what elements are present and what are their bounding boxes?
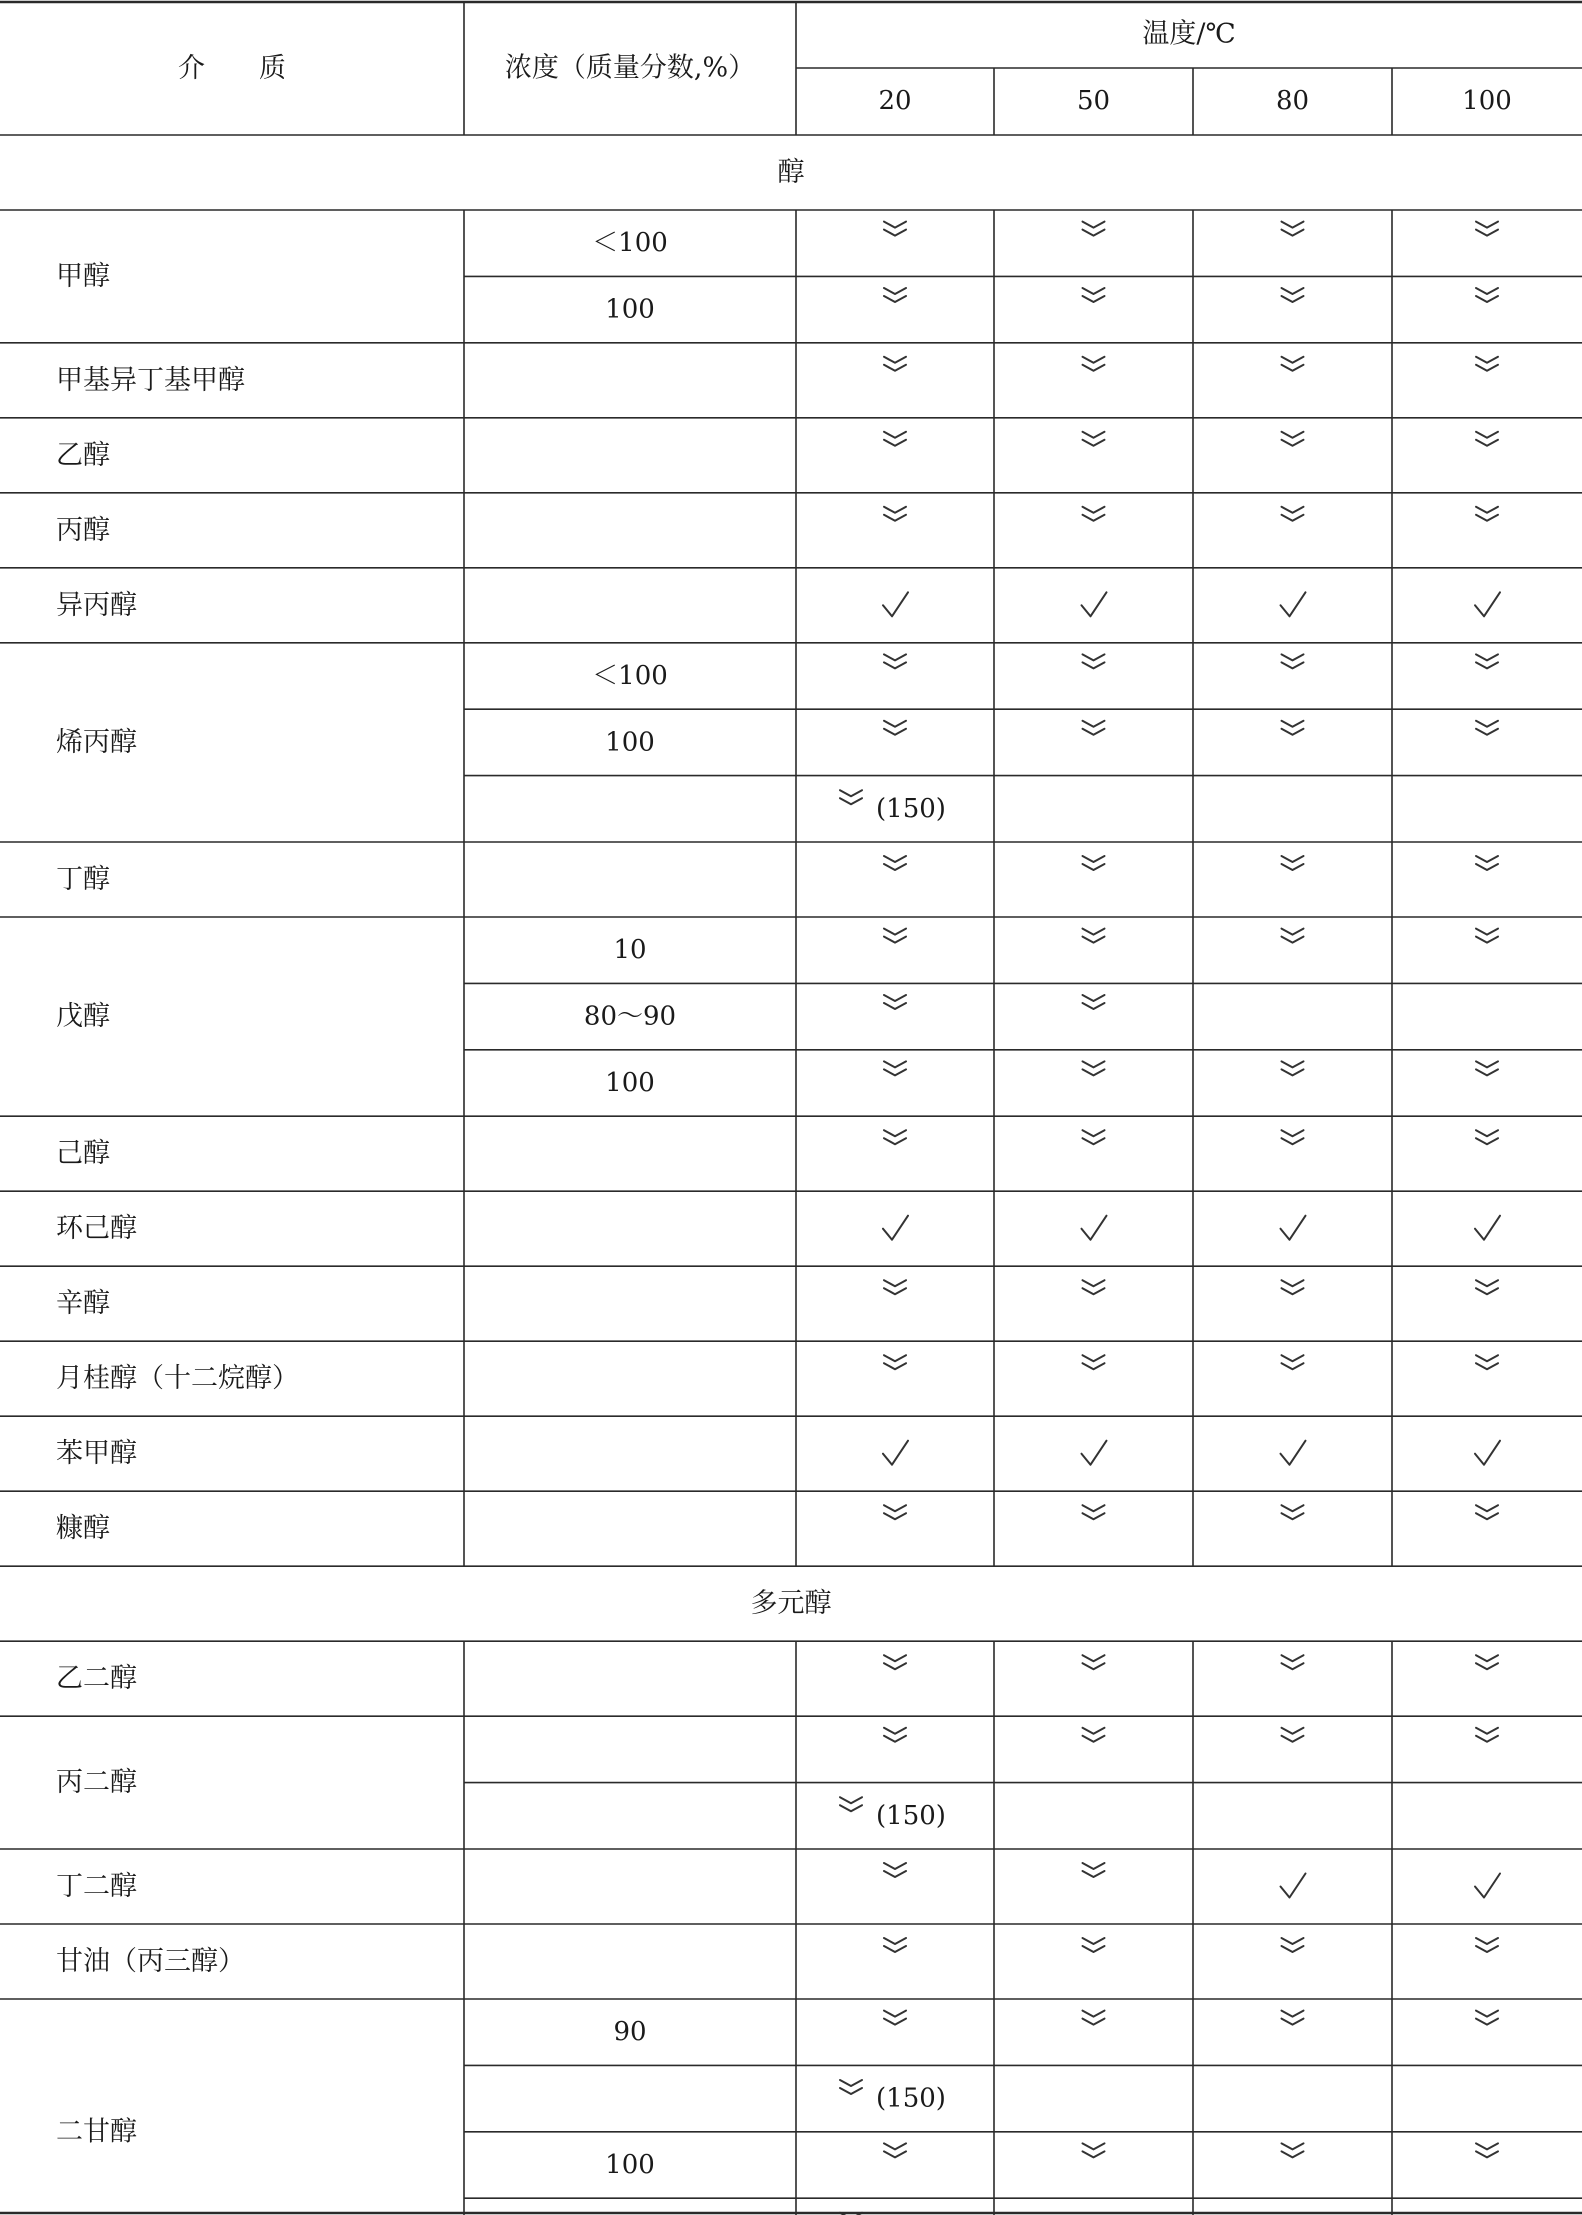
resistant-icon (1282, 1728, 1304, 1742)
header-temp-20: 20 (878, 86, 912, 116)
resistant-icon (840, 790, 862, 804)
resistant-icon (1282, 1655, 1304, 1669)
resistant-icon (1282, 856, 1304, 870)
resistant-icon (1476, 222, 1498, 236)
resistant-icon (1282, 2143, 1304, 2157)
resistant-icon (840, 1797, 862, 1811)
resistant-icon (1282, 654, 1304, 668)
resistant-icon (1083, 288, 1105, 302)
resistant-icon (1083, 1863, 1105, 1877)
check-icon (1082, 1441, 1107, 1465)
resistant-icon (884, 2011, 906, 2025)
concentration-value: ＜100 (592, 661, 668, 691)
resistant-icon (1282, 721, 1304, 735)
resistant-icon (1083, 2143, 1105, 2157)
header-temp-50: 50 (1076, 86, 1111, 116)
header-temp-80: 80 (1275, 86, 1310, 116)
medium-name: 甲醇 (56, 260, 110, 292)
resistant-icon (1282, 929, 1304, 943)
medium-name: 乙醇 (56, 439, 110, 471)
resistant-icon (1476, 357, 1498, 371)
header-temperature: 温度/℃ (1142, 18, 1236, 50)
check-icon (1475, 1441, 1500, 1465)
resistant-icon (1083, 507, 1105, 521)
concentration-value: ＜100 (592, 228, 668, 259)
resistant-icon (1476, 507, 1498, 521)
medium-name: 乙二醇 (56, 1663, 137, 1695)
resistant-icon (1083, 222, 1105, 236)
check-icon (1475, 592, 1500, 616)
temp-note: (150) (876, 793, 946, 824)
check-icon (1281, 592, 1306, 616)
resistant-icon (884, 1938, 906, 1952)
medium-name: 二甘醇 (56, 2116, 137, 2148)
resistant-icon (1083, 1130, 1105, 1144)
check-icon (883, 1216, 908, 1240)
resistant-icon (1282, 1130, 1304, 1144)
resistant-icon (884, 222, 906, 236)
resistant-icon (1083, 856, 1105, 870)
resistant-icon (1476, 1061, 1498, 1075)
resistant-icon (1476, 1938, 1498, 1952)
resistant-icon (884, 1863, 906, 1877)
resistant-icon (1083, 929, 1105, 943)
resistant-icon (1083, 1938, 1105, 1952)
section-title: 多元醇 (750, 1588, 832, 1620)
medium-name: 甲基异丁基甲醇 (56, 364, 245, 396)
resistant-icon (1083, 1280, 1105, 1294)
check-icon (883, 592, 908, 616)
resistant-icon (884, 1130, 906, 1144)
resistant-icon (884, 507, 906, 521)
concentration-value: 100 (605, 727, 655, 758)
check-icon (1082, 592, 1107, 616)
resistant-icon (884, 1505, 906, 1519)
resistant-icon (1476, 1280, 1498, 1294)
medium-name: 苯甲醇 (56, 1438, 137, 1470)
medium-name: 月桂醇（十二烷醇） (56, 1363, 299, 1395)
medium-name: 甘油（丙三醇） (56, 1946, 245, 1977)
medium-name: 丁二醇 (56, 1871, 137, 1902)
check-icon (1281, 1441, 1306, 1465)
header-medium: 介 质 (178, 53, 286, 84)
concentration-value: 90 (613, 2017, 647, 2048)
medium-name: 丁醇 (56, 864, 110, 895)
resistant-icon (884, 995, 906, 1009)
resistant-icon (1282, 1938, 1304, 1952)
resistant-icon (1083, 1655, 1105, 1669)
medium-name: 辛醇 (56, 1288, 110, 1320)
resistant-icon (1476, 288, 1498, 302)
concentration-value: 80～90 (583, 1001, 677, 1032)
temp-note: (150) (876, 2083, 946, 2114)
resistant-icon (884, 1355, 906, 1369)
resistant-icon (1282, 288, 1304, 302)
resistant-icon (1476, 856, 1498, 870)
concentration-value: 10 (613, 935, 647, 966)
check-icon (1475, 1874, 1500, 1898)
medium-name: 丙醇 (56, 514, 110, 546)
resistant-icon (1083, 1355, 1105, 1369)
resistant-icon (1476, 1130, 1498, 1144)
resistant-icon (1282, 222, 1304, 236)
resistant-icon (884, 721, 906, 735)
resistant-icon (1476, 721, 1498, 735)
resistant-icon (1476, 1505, 1498, 1519)
resistant-icon (1282, 507, 1304, 521)
check-icon (1281, 1216, 1306, 1240)
resistant-icon (884, 1655, 906, 1669)
resistant-icon (884, 432, 906, 446)
resistant-icon (1282, 2011, 1304, 2025)
medium-name: 烯丙醇 (56, 726, 137, 758)
resistant-icon (1282, 357, 1304, 371)
medium-name: 戊醇 (56, 1001, 110, 1033)
resistant-icon (1282, 1355, 1304, 1369)
resistant-icon (1282, 1505, 1304, 1519)
resistant-icon (1476, 1355, 1498, 1369)
resistant-icon (1083, 1505, 1105, 1519)
check-icon (1082, 1216, 1107, 1240)
header-concentration: 浓度（质量分数,%） (504, 52, 756, 84)
check-icon (883, 1441, 908, 1465)
resistant-icon (884, 288, 906, 302)
resistant-icon (884, 654, 906, 668)
resistant-icon (1282, 1280, 1304, 1294)
medium-name: 环己醇 (56, 1213, 137, 1245)
medium-name: 己醇 (56, 1138, 110, 1170)
resistant-icon (1282, 1061, 1304, 1075)
resistant-icon (1083, 1728, 1105, 1742)
temp-note: (150) (876, 1800, 946, 1831)
resistant-icon (1083, 995, 1105, 1009)
resistant-icon (1476, 929, 1498, 943)
resistant-icon (884, 929, 906, 943)
resistant-icon (884, 856, 906, 870)
check-icon (1475, 1216, 1500, 1240)
resistant-icon (1476, 432, 1498, 446)
resistant-icon (884, 1061, 906, 1075)
medium-name: 异丙醇 (56, 589, 137, 621)
resistant-icon (1083, 432, 1105, 446)
resistant-icon (1083, 654, 1105, 668)
resistant-icon (1476, 2011, 1498, 2025)
resistant-icon (1083, 1061, 1105, 1075)
resistant-icon (1282, 432, 1304, 446)
resistant-icon (840, 2080, 862, 2094)
medium-name: 丙二醇 (56, 1767, 137, 1799)
check-icon (1281, 1874, 1306, 1898)
resistant-icon (1476, 654, 1498, 668)
resistant-icon (1083, 2011, 1105, 2025)
resistant-icon (1476, 1728, 1498, 1742)
section-title: 醇 (777, 157, 805, 188)
resistant-icon (884, 1728, 906, 1742)
medium-name: 糠醇 (56, 1513, 110, 1545)
resistant-icon (1083, 721, 1105, 735)
concentration-value: 100 (605, 2150, 655, 2180)
resistant-icon (1476, 1655, 1498, 1669)
resistant-icon (1083, 357, 1105, 371)
resistant-icon (884, 2143, 906, 2157)
header-temp-100: 100 (1462, 86, 1512, 116)
resistant-icon (884, 1280, 906, 1294)
resistant-icon (884, 357, 906, 371)
resistant-icon (1476, 2143, 1498, 2157)
concentration-value: 100 (605, 1068, 655, 1098)
concentration-value: 100 (605, 294, 655, 325)
